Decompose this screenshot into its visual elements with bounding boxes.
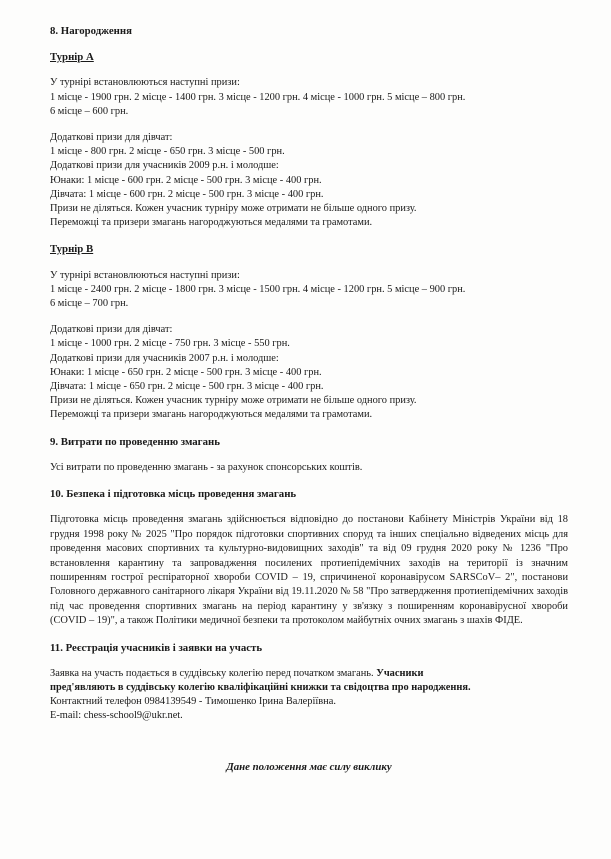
tour-a-title: Турнір А — [50, 51, 94, 64]
tour-b-girls-title: Додаткові призи для дівчат: — [50, 324, 173, 336]
section-11-line1 — [50, 667, 568, 681]
section-9-text: Усі витрати по проведенню змагань - за рахунок спонсорських коштів. — [50, 461, 363, 473]
tour-b-boys: Юнаки: 1 місце - 650 грн. 2 місце - 500 грн. 3 місце - 400 грн. — [50, 366, 322, 378]
contact-email: E-mail: chess-school9@ukr.net. — [50, 710, 183, 722]
tour-b-title: Турнір В — [50, 243, 94, 256]
tour-a-prizes-line1: 1 місце - 1900 грн. 2 місце - 1400 грн. 3 місце - 1200 грн. 4 місце - 1000 грн. 5 місце – 800 грн. — [50, 91, 466, 103]
section-11-line1-bold: Учасники — [376, 667, 424, 679]
tour-b-girls: Дівчата: 1 місце - 650 грн. 2 місце - 500 грн. 3 місце - 400 грн. — [50, 381, 324, 393]
section-10-paragraph: Підготовка місць проведення змагань здійснюється відповідно до постанови Кабінету Міністрів України від 18 грудня 1998 року № 2025 "Про порядок підготовки спортивних споруд та інших спеціально відведених місць для проведення масових спортивних та культурно-видовищних заходів" та від 09 грудня 2020 року № 1236 "Про встановлення карантину та запровадження посилених протиепідемічних заходів на території із значним поширенням гострої респіраторної хвороби COVID – 19, спричиненої коронавірусом SARSCoV– 2", постанови Головного державного санітарного лікаря України від 19.11.2020 № 58 "Про затвердження протиепідемічних заходів під час проведення спортивних змагань на період карантину у зв'язку з поширенням коронавірусної хвороби (COVID – 19)", а також Політики медичної безпеки та протоколом майбутніх очних змагань з шахів ФІДЕ. — [50, 514, 568, 627]
tour-a-prizes-line2: 6 місце – 600 грн. — [50, 105, 129, 117]
tour-a-note2: Переможці та призери змагань нагороджуються медалями та грамотами. — [50, 217, 373, 229]
section-8-heading: 8. Нагородження — [50, 25, 132, 37]
tour-a-boys: Юнаки: 1 місце - 600 грн. 2 місце - 500 грн. 3 місце - 400 грн. — [50, 174, 322, 186]
tour-a-girls-prizes: 1 місце - 800 грн. 2 місце - 650 грн. 3 місце - 500 грн. — [50, 146, 285, 158]
section-9-heading: 9. Витрати по проведенню змагань — [50, 435, 220, 448]
tour-b-girls-prizes: 1 місце - 1000 грн. 2 місце - 750 грн. 3 місце - 550 грн. — [50, 338, 290, 350]
contact-phone: Контактний телефон 0984139549 - Тимошенко Ірина Валеріївна. — [50, 696, 336, 708]
section-10-heading: 10. Безпека і підготовка місць проведення змагань — [50, 488, 297, 501]
tour-a-note1: Призи не діляться. Кожен учасник турніру може отримати не більше одного призу. — [50, 203, 417, 215]
tour-b-young-title: Додаткові призи для учасників 2007 р.н. і молодше: — [50, 352, 279, 364]
tour-a-girls-title: Додаткові призи для дівчат: — [50, 132, 173, 144]
tour-a-young-title: Додаткові призи для учасників 2009 р.н. і молодше: — [50, 160, 279, 172]
tour-b-note2: Переможці та призери змагань нагороджуються медалями та грамотами. — [50, 409, 373, 421]
closing-statement: Дане положення має силу виклику — [226, 760, 392, 773]
tour-b-note1: Призи не діляться. Кожен учасник турніру може отримати не більше одного призу. — [50, 395, 417, 407]
document-content — [50, 24, 568, 774]
section-11-line2: пред'являють в суддівську колегію кваліфікаційні книжки та свідоцтва про народження. — [50, 681, 471, 693]
tour-b-intro: У турнірі встановлюються наступні призи: — [50, 269, 240, 281]
tour-a-intro: У турнірі встановлюються наступні призи: — [50, 77, 240, 89]
tour-b-prizes-line1: 1 місце - 2400 грн. 2 місце - 1800 грн. 3 місце - 1500 грн. 4 місце - 1200 грн. 5 місце – 900 грн. — [50, 283, 466, 295]
section-11-heading: 11. Реєстрація учасників і заявки на участь — [50, 641, 263, 654]
tour-a-girls: Дівчата: 1 місце - 600 грн. 2 місце - 500 грн. 3 місце - 400 грн. — [50, 188, 324, 200]
tour-b-prizes-line2: 6 місце – 700 грн. — [50, 298, 129, 310]
section-11-line1-plain: Заявка на участь подається в суддівську колегію перед початком змагань. — [50, 667, 377, 679]
